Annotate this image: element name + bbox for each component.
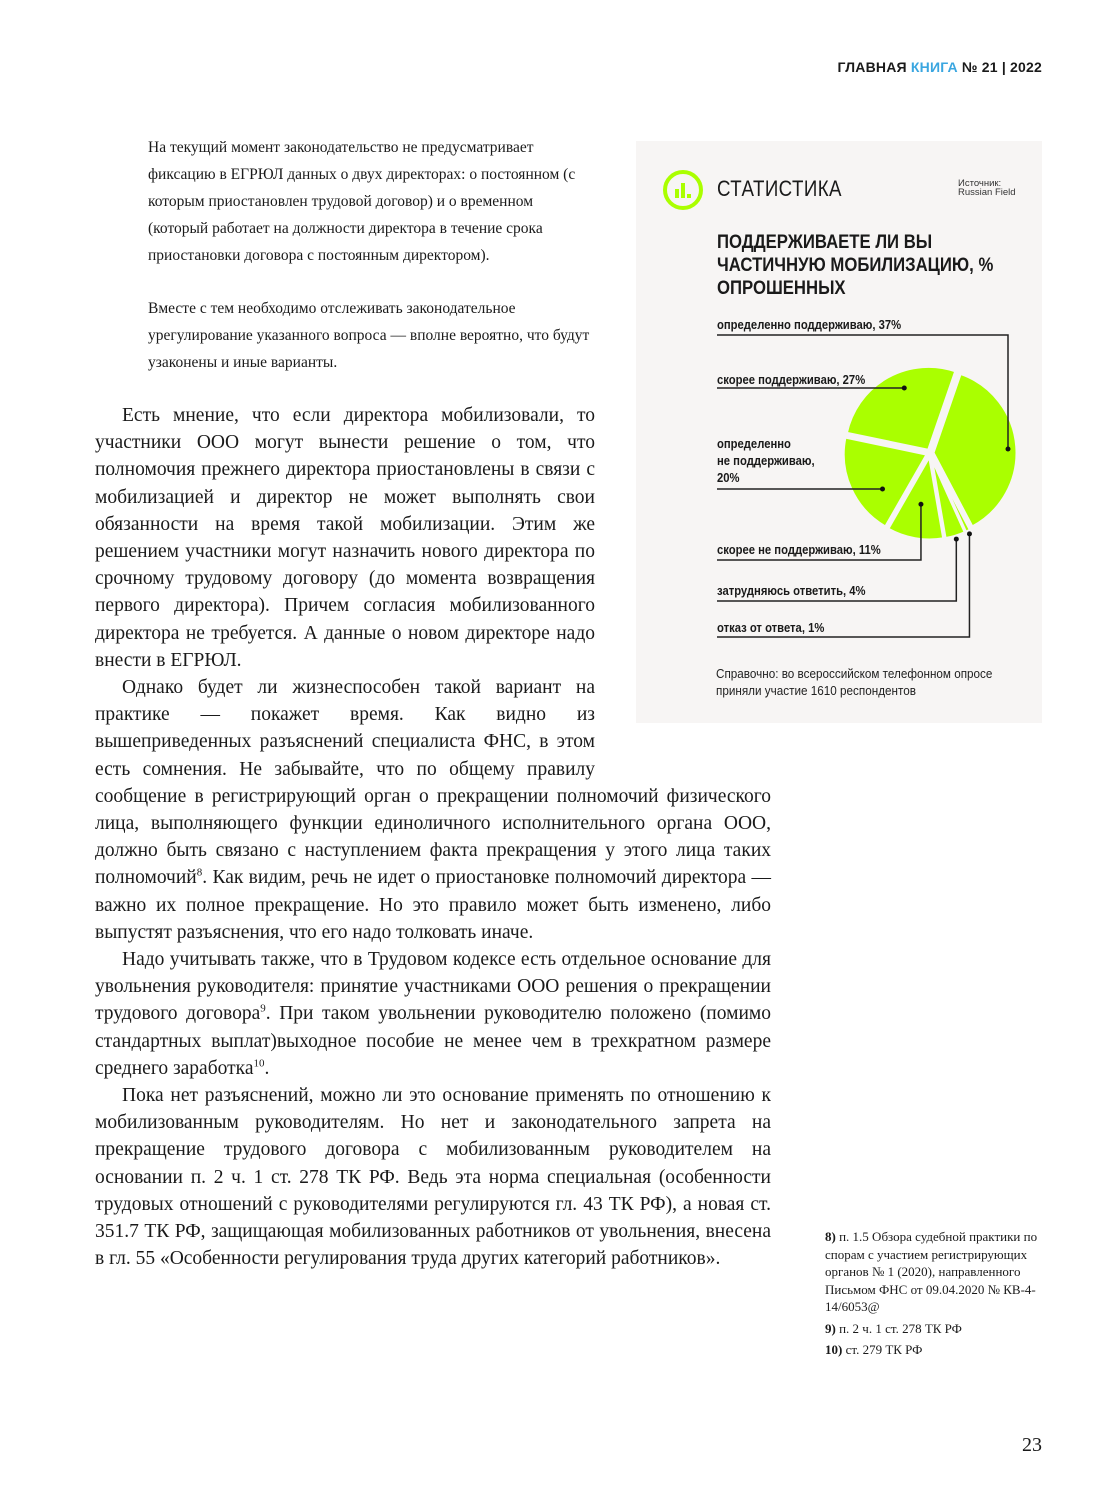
pie-chart [636,141,1042,723]
text: Надо учитывать также, что в Трудовом кодексе есть отдельное основание для увольнения руководителя: принятие участниками ООО решения о прекращении трудового договора [95,949,771,1025]
text: . [264,1057,270,1079]
text: . При таком увольнении руководителю положено (помимо стандартных выплат)выходное пособие не менее чем в трехкратном размере среднего заработка [95,1003,771,1079]
footnote-ref[interactable]: 10 [253,1057,265,1070]
slice-label: отказ от ответа, 1% [717,621,825,635]
running-header [837,59,1042,75]
note-line: приняли участие 1610 респондентов [716,683,916,698]
leader-dot [880,487,885,492]
footnotes [825,1228,1060,1363]
body-paragraph [95,946,771,1082]
issue-number: № 21 | 2022 [961,59,1042,75]
stats-title: СТАТИСТИКА [717,176,842,201]
footnote-ref[interactable]: 8 [196,866,203,879]
leader-dot [954,537,959,542]
chart-note [716,665,992,699]
slice-label: скорее не поддерживаю, 11% [717,543,881,557]
slice-label: скорее поддерживаю, 27% [717,373,866,387]
source-label: Источник: [958,178,1002,189]
note-line: Справочно: во всероссийском телефонном опросе [716,666,993,681]
body-paragraph: Есть мнение, что если директора мобилизовали, то участники ООО могут вынести решение о том, что полномочия прежнего директора приостановлены в связи с мобилизацией и директор не может выполнять свои обязанности на время такой мобилизации. Этим же решением участники могут назначить нового директора по срочному трудовому договору (до момента возвращения первого директора). Причем согласия мобилизованного директора не требуется. А данные о новом директоре надо внести в ЕГРЮЛ. [95,405,595,671]
leader-dot [967,531,972,536]
chart-title: ПОДДЕРЖИВАЕТЕ ЛИ ВЫ ЧАСТИЧНУЮ МОБИЛИЗАЦИЮ, % ОПРОШЕННЫХ [717,232,994,299]
footnote-text: п. 1.5 Обзора судебной практики по спорам с участием регистрирующих органов № 1 (2020), направленного Письмом ФНС от 09.04.2020 № КВ-4-14/6053@ [825,1229,1038,1314]
page-number: 23 [1022,1434,1042,1456]
label-line: не поддерживаю, [717,454,815,468]
footnote-number: 10) [825,1342,843,1357]
footnote-text: п. 2 ч. 1 ст. 278 ТК РФ [839,1320,962,1336]
text: . Как видим, речь не идет о приостановке полномочий директора — важно их полное прекращение. Но это правило может быть изменено, либо выпустят разъяснения, что его надо толковать иначе. [95,867,771,943]
leader-dot [1006,447,1011,452]
label-line: 20% [717,471,740,485]
quote-paragraph: Вместе с тем необходимо отслеживать законодательное урегулирование указанного вопроса — вполне вероятно, что будут узаконены и иные варианты. [148,300,590,371]
statistics-box [636,141,1042,723]
brand-name: ГЛАВНАЯ [837,59,907,75]
text: Однако будет ли жизнеспособен такой вариант на практике — покажет время. Как видно из вышеприведенных разъяснений специалиста ФНС, в этом есть сомнения. Не забывайте, что по общему правилу сообщение в регистрирующий орган о прекращении полномочий физического лица, выполняющего функции единоличного исполнительного органа ООО, должно быть связано с наступлением факта прекращения у этого лица таких полномочий [95,677,771,889]
footnote [825,1320,1060,1338]
footnote-text: ст. 279 ТК РФ [845,1342,923,1357]
label-line: определенно [717,437,791,451]
slice-label: затрудняюсь ответить, 4% [717,584,866,598]
footnote-number: 8) [825,1229,836,1244]
footnote-number: 9) [825,1320,836,1336]
leader-dot [918,502,923,507]
leader-dot [902,386,907,391]
slice-label: определенно поддерживаю, 37% [717,318,902,332]
body-paragraph: Пока нет разъяснений, можно ли это основание применять по отношению к мобилизованным руководителям. Но нет и законодательного запрета на прекращение трудового договора с мобилизованным руководителем на основании п. 2 ч. 1 ст. 278 ТК РФ. Ведь эта норма специальная (особенности трудовых отношений с руководителями регулируются гл. 43 ТК РФ), а новая ст. 351.7 ТК РФ, защищающая мобилизованных работников от увольнения, внесена в гл. 55 «Особенности регулирования труда других категорий работников». [95,1085,771,1270]
callout-quote [148,134,595,376]
footnote [825,1341,1060,1359]
source-name: Russian Field [958,187,1016,198]
brand-name-accent: КНИГА [910,59,958,75]
footnote [825,1228,1060,1316]
slice-label [717,436,815,487]
footnote-ref[interactable]: 9 [260,1002,266,1015]
quote-paragraph: На текущий момент законодательство не предусматривает фиксацию в ЕГРЮЛ данных о двух директорах: о постоянном (с которым приостановлен трудовой договор) и о временном (который работает на должности директора в течение срока приостановки договора с постоянным директором). [148,139,576,264]
